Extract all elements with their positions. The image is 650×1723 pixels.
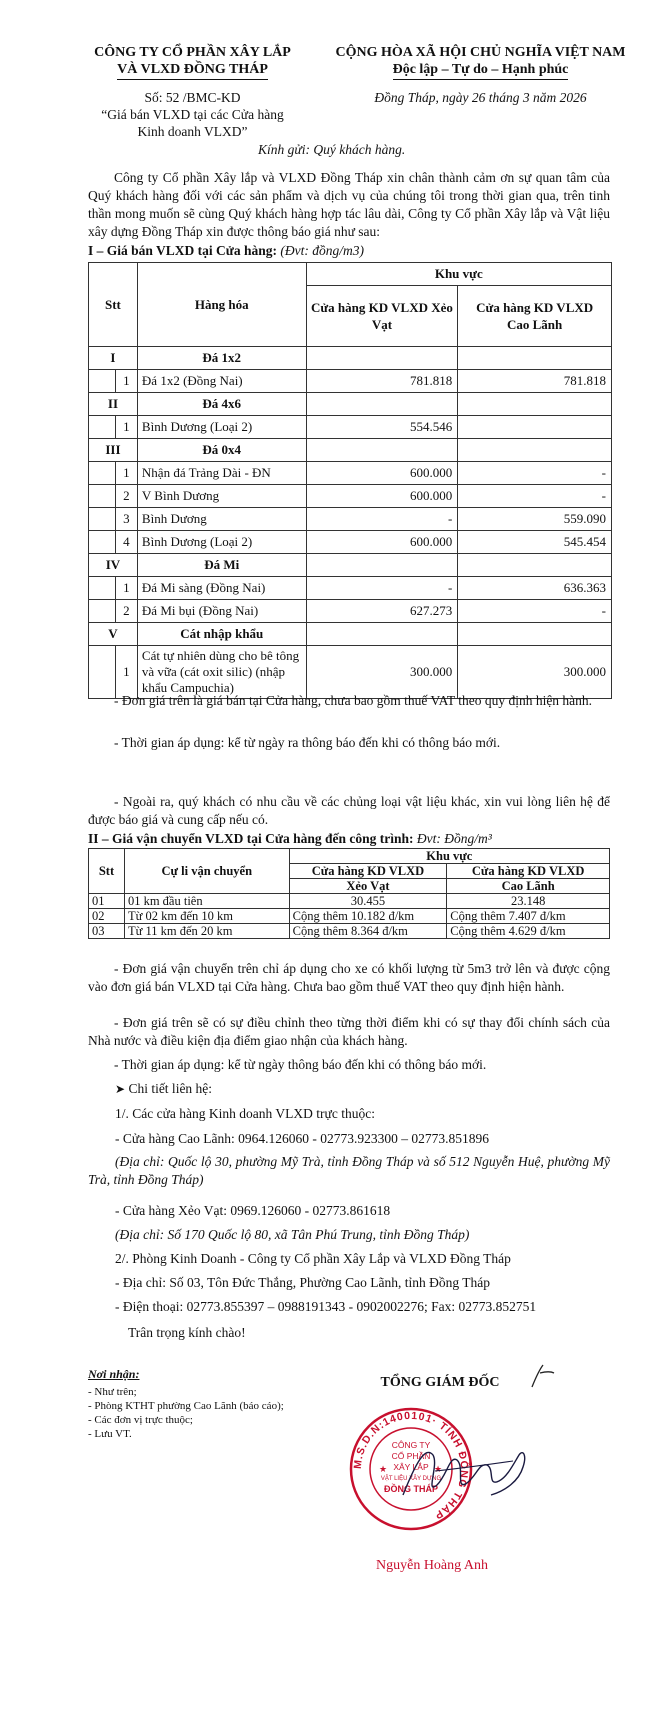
table-row xyxy=(89,508,612,531)
col-item-header: Hàng hóa xyxy=(137,263,306,347)
row-item: Đá Mi bụi (Đồng Nai) xyxy=(137,600,306,623)
section1-note-vat: - Đơn giá trên là giá bán tại Cửa hàng, chưa bao gồm thuế VAT theo quy định hiện hành. xyxy=(114,693,593,708)
t2-row-xeovat: Cộng thêm 8.364 đ/km xyxy=(289,924,447,939)
col-store2-header xyxy=(458,286,612,347)
group-name: Đá Mi xyxy=(137,554,306,577)
contact-store-xeovat-address: (Địa chỉ: Số 170 Quốc lộ 80, xã Tân Phú Trung, tỉnh Đồng Tháp) xyxy=(115,1227,470,1242)
group-roman: I xyxy=(89,347,138,370)
row-item: Bình Dương (Loại 2) xyxy=(137,416,306,439)
recipients-title: Nơi nhận: xyxy=(88,1367,140,1381)
signature-title: TỔNG GIÁM ĐỐC xyxy=(380,1375,500,1390)
group-cell-empty xyxy=(458,347,612,370)
section1-note-other: - Ngoài ra, quý khách có nhu cầu về các chủng loại vật liệu khác, xin vui lòng liên hệ để được báo giá và cung cấp nếu có. xyxy=(88,794,610,827)
t2-col-store2-l1: Cửa hàng KD VLXD xyxy=(447,864,610,879)
group-roman: III xyxy=(89,439,138,462)
row-price-caolanh: 545.454 xyxy=(458,531,612,554)
row-price-caolanh: 781.818 xyxy=(458,370,612,393)
row-price-xeovat: 627.273 xyxy=(306,600,458,623)
greeting: Kính gửi: Quý khách hàng. xyxy=(258,142,406,157)
section1-title-text: I – Giá bán VLXD tại Cửa hàng: xyxy=(88,243,278,258)
table-row xyxy=(89,894,610,909)
contact-heading xyxy=(115,1081,212,1097)
doc-subject-line1: “Giá bán VLXD tại các Cửa hàng xyxy=(101,107,284,122)
table-row xyxy=(89,909,610,924)
group-cell-empty xyxy=(458,623,612,646)
row-price-caolanh: 559.090 xyxy=(458,508,612,531)
t2-row-xeovat: Cộng thêm 10.182 đ/km xyxy=(289,909,447,924)
stamp-line2: CỔ PHẦN xyxy=(391,1451,431,1461)
t2-col-stt: Stt xyxy=(89,849,125,894)
section1-unit: (Đvt: đồng/m3) xyxy=(280,243,364,258)
group-cell-empty xyxy=(306,439,458,462)
table-row xyxy=(89,646,612,699)
company-name-line1: CÔNG TY CỔ PHẦN XÂY LẮP xyxy=(94,45,291,60)
group-cell-empty xyxy=(458,439,612,462)
recipient-item: - Phòng KTHT phường Cao Lãnh (báo cáo); xyxy=(88,1400,284,1412)
t2-row-caolanh: 23.148 xyxy=(447,894,610,909)
group-name: Đá 1x2 xyxy=(137,347,306,370)
row-price-xeovat: - xyxy=(306,508,458,531)
recipient-item: - Lưu VT. xyxy=(88,1428,132,1440)
row-price-caolanh xyxy=(458,416,612,439)
nation-title: CỘNG HÒA XÃ HỘI CHỦ NGHĨA VIỆT NAM xyxy=(335,45,626,60)
group-cell-empty xyxy=(458,554,612,577)
section2-note-time: - Thời gian áp dụng: kể từ ngày thông báo đến khi có thông báo mới. xyxy=(114,1057,487,1072)
t2-col-store2-l2: Cao Lãnh xyxy=(447,879,610,894)
table-row xyxy=(89,462,612,485)
row-price-caolanh: - xyxy=(458,462,612,485)
t2-col-region: Khu vực xyxy=(289,849,609,864)
stamp-line1: CÔNG TY xyxy=(391,1440,431,1450)
row-price-caolanh: 636.363 xyxy=(458,577,612,600)
col-store1-header: Cửa hàng KD VLXD Xẻo Vạt xyxy=(306,286,458,347)
price-table xyxy=(88,262,612,699)
table-row xyxy=(89,370,612,393)
group-cell-empty xyxy=(306,347,458,370)
row-no: 1 xyxy=(115,416,137,439)
stamp-star-icon: ★ xyxy=(434,1465,443,1475)
row-blank xyxy=(89,485,116,508)
table-row xyxy=(89,924,610,939)
row-no: 1 xyxy=(115,462,137,485)
row-blank xyxy=(89,508,116,531)
row-price-caolanh: - xyxy=(458,485,612,508)
row-blank xyxy=(89,416,116,439)
row-price-caolanh: - xyxy=(458,600,612,623)
stamp-star-icon: ★ xyxy=(379,1465,388,1475)
group-row xyxy=(89,439,612,462)
group-name: Đá 0x4 xyxy=(137,439,306,462)
transport-table xyxy=(88,848,610,939)
company-header xyxy=(60,44,325,140)
stamp-line4: VẬT LIỆU XÂY DỰNG xyxy=(380,1476,442,1482)
col-store2-header-l1: Cửa hàng KD VLXD xyxy=(476,300,594,315)
national-header xyxy=(318,44,643,106)
section2-unit: Đvt: Đồng/m³ xyxy=(416,831,492,846)
t2-row-dist: Từ 11 km đến 20 km xyxy=(124,924,289,939)
row-blank xyxy=(89,462,116,485)
row-item: Đá 1x2 (Đồng Nai) xyxy=(137,370,306,393)
row-no: 4 xyxy=(115,531,137,554)
stamp-line5: ĐỒNG THÁP xyxy=(384,1484,438,1494)
t2-row-no: 02 xyxy=(89,909,125,924)
t2-col-dist: Cự li vận chuyển xyxy=(124,849,289,894)
t2-row-dist: 01 km đầu tiên xyxy=(124,894,289,909)
t2-row-xeovat: 30.455 xyxy=(289,894,447,909)
recipients xyxy=(88,1367,318,1441)
contact-store-caolanh: - Cửa hàng Cao Lãnh: 0964.126060 - 02773.923300 – 02773.851896 xyxy=(115,1131,490,1146)
row-no: 2 xyxy=(115,600,137,623)
col-stt-header: Stt xyxy=(89,263,138,347)
row-price-xeovat: - xyxy=(306,577,458,600)
group-row xyxy=(89,623,612,646)
group-cell-empty xyxy=(306,554,458,577)
initials-mark xyxy=(530,1363,556,1389)
group-row xyxy=(89,347,612,370)
section1-title xyxy=(88,243,364,259)
row-no: 1 xyxy=(115,646,137,699)
t2-col-store1-l2: Xẻo Vạt xyxy=(289,879,447,894)
t2-row-no: 03 xyxy=(89,924,125,939)
contact-stores-heading: 1/. Các cửa hàng Kinh doanh VLXD trực thuộc: xyxy=(115,1106,375,1121)
row-price-xeovat: 554.546 xyxy=(306,416,458,439)
stamp-ring-text: M.S.D.N:1400101· TỈNH ĐỒNG THÁP xyxy=(351,1409,471,1522)
row-price-xeovat: 600.000 xyxy=(306,531,458,554)
row-no: 1 xyxy=(115,577,137,600)
row-price-xeovat: 300.000 xyxy=(306,646,458,699)
doc-number: Số: 52 /BMC-KD xyxy=(144,90,241,105)
group-roman: V xyxy=(89,623,138,646)
contact-store-xeovat: - Cửa hàng Xẻo Vạt: 0969.126060 - 02773.861618 xyxy=(115,1203,391,1218)
row-blank xyxy=(89,531,116,554)
contact-sales-dept: 2/. Phòng Kinh Doanh - Công ty Cổ phần Xây Lắp và VLXD Đồng Tháp xyxy=(115,1251,511,1266)
table-row xyxy=(89,600,612,623)
contact-heading-text: Chi tiết liên hệ: xyxy=(128,1081,213,1096)
intro-paragraph: Công ty Cổ phần Xây lắp và VLXD Đồng Tháp xin chân thành cảm ơn sự quan tâm của Quý khách hàng đối với các sản phẩm và dịch vụ của chúng tôi trong thời gian qua, trên tinh thần mong muốn sẽ cùng Quý khách hàng hợp tác lâu dài, Công ty Cổ phần Xây lắp và Vật liệu xây dựng Đồng Tháp xin được thông báo giá như sau: xyxy=(88,170,610,239)
doc-subject-line2: Kinh doanh VLXD” xyxy=(137,124,248,139)
contact-phone: - Điện thoại: 02773.855397 – 0988191343 - 0902002276; Fax: 02773.852751 xyxy=(115,1299,537,1314)
company-name-line2: VÀ VLXD ĐỒNG THÁP xyxy=(117,61,268,80)
recipient-item: - Như trên; xyxy=(88,1386,137,1398)
closing: Trân trọng kính chào! xyxy=(128,1325,246,1340)
row-item: Bình Dương (Loại 2) xyxy=(137,531,306,554)
row-blank xyxy=(89,600,116,623)
t2-row-caolanh: Cộng thêm 4.629 đ/km xyxy=(447,924,610,939)
row-blank xyxy=(89,577,116,600)
t2-row-no: 01 xyxy=(89,894,125,909)
t2-row-caolanh: Cộng thêm 7.407 đ/km xyxy=(447,909,610,924)
row-item: Đá Mi sàng (Đồng Nai) xyxy=(137,577,306,600)
group-row xyxy=(89,554,612,577)
row-no: 2 xyxy=(115,485,137,508)
handwritten-signature xyxy=(395,1425,535,1520)
arrow-right-icon: ➤ xyxy=(115,1082,126,1096)
group-cell-empty xyxy=(306,393,458,416)
recipient-item: - Các đơn vị trực thuộc; xyxy=(88,1414,193,1426)
table-row xyxy=(89,416,612,439)
group-row xyxy=(89,393,612,416)
group-name: Đá 4x6 xyxy=(137,393,306,416)
row-blank xyxy=(89,370,116,393)
table-row xyxy=(89,577,612,600)
row-no: 1 xyxy=(115,370,137,393)
section2-note-adjust: - Đơn giá trên sẽ có sự điều chỉnh theo từng thời điểm khi có sự thay đổi chính sách của Nhà nước và điều kiện địa điểm giao nhận của khách hàng. xyxy=(88,1015,610,1048)
contact-address: - Địa chỉ: Số 03, Tôn Đức Thắng, Phường Cao Lãnh, tỉnh Đồng Tháp xyxy=(115,1275,490,1290)
col-region-header: Khu vực xyxy=(306,263,611,286)
nation-motto: Độc lập – Tự do – Hạnh phúc xyxy=(393,61,569,80)
stamp-line3: XÂY LẮP xyxy=(393,1462,429,1472)
row-price-xeovat: 781.818 xyxy=(306,370,458,393)
row-no: 3 xyxy=(115,508,137,531)
row-item: Bình Dương xyxy=(137,508,306,531)
signer-name: Nguyễn Hoàng Anh xyxy=(376,1558,488,1573)
row-price-xeovat: 600.000 xyxy=(306,462,458,485)
t2-col-store1-l1: Cửa hàng KD VLXD xyxy=(289,864,447,879)
col-store2-header-l2: Cao Lãnh xyxy=(507,317,563,332)
t2-row-dist: Từ 02 km đến 10 km xyxy=(124,909,289,924)
row-item: Nhận đá Trảng Dài - ĐN xyxy=(137,462,306,485)
contact-store-caolanh-address: (Địa chỉ: Quốc lộ 30, phường Mỹ Trà, tỉnh Đồng Tháp và số 512 Nguyễn Huệ, phường Mỹ Trà, tỉnh Đồng Tháp) xyxy=(88,1154,610,1187)
group-cell-empty xyxy=(458,393,612,416)
group-roman: II xyxy=(89,393,138,416)
group-roman: IV xyxy=(89,554,138,577)
table-row xyxy=(89,531,612,554)
table-row xyxy=(89,485,612,508)
row-blank xyxy=(89,646,116,699)
group-name: Cát nhập khẩu xyxy=(137,623,306,646)
section1-note-time: - Thời gian áp dụng: kể từ ngày ra thông báo đến khi có thông báo mới. xyxy=(114,735,501,750)
row-price-xeovat: 600.000 xyxy=(306,485,458,508)
doc-date: Đồng Tháp, ngày 26 tháng 3 năm 2026 xyxy=(374,90,587,105)
section2-title xyxy=(88,831,492,847)
section2-title-text: II – Giá vận chuyển VLXD tại Cửa hàng đến công trình: xyxy=(88,831,414,846)
row-item: V Bình Dương xyxy=(137,485,306,508)
row-item: Cát tự nhiên dùng cho bê tông và vữa (cát oxit silic) (nhập khẩu Campuchia) xyxy=(137,646,306,699)
group-cell-empty xyxy=(306,623,458,646)
section2-note-vehicle: - Đơn giá vận chuyển trên chỉ áp dụng cho xe có khối lượng từ 5m3 trở lên và được cộng vào đơn giá bán VLXD tại Cửa hàng. Chưa bao gồm thuế VAT theo quy định hiện hành. xyxy=(88,961,610,994)
row-price-caolanh: 300.000 xyxy=(458,646,612,699)
